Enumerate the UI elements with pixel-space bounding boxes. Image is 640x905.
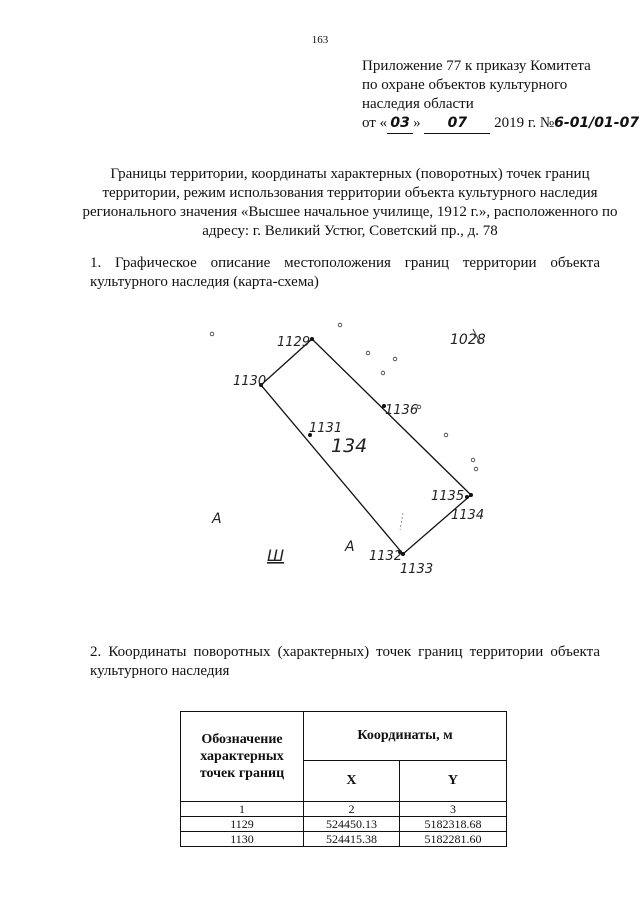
point-id: 1130	[181, 832, 304, 847]
column-number: 2	[304, 802, 400, 817]
survey-mark	[471, 458, 475, 462]
section-2-heading: 2. Координаты поворотных (характерных) точек границ территории объекта культурного наследия	[90, 644, 600, 679]
coord-y: 5182281.60	[399, 832, 506, 847]
coord-x: 524415.38	[304, 832, 400, 847]
date-prefix: от «	[362, 115, 388, 131]
table-row	[181, 832, 507, 847]
column-number: 1	[181, 802, 304, 817]
column-number: 3	[399, 802, 506, 817]
appendix-date-line	[362, 114, 640, 134]
label-1028: 1028	[450, 332, 486, 348]
label-1131: 1131	[309, 421, 343, 436]
header-coordinates: Координаты, м	[304, 712, 507, 761]
survey-mark	[366, 351, 370, 355]
boundary-map	[195, 315, 495, 585]
coordinates-table	[180, 711, 507, 847]
document-title: Границы территории, координаты характерных (поворотных) точек границ территории, режим использования территории объекта культурного наследия регионального значения «Высшее начальное училище, 1912 г.», расположенного по адресу: г. Великий Устюг, Советский пр., д. 78	[82, 166, 618, 239]
vertex-1129	[310, 337, 314, 341]
vertex-1135	[465, 495, 469, 499]
column-number-row	[181, 802, 507, 817]
date-year: 2019 г. №	[494, 115, 555, 131]
coord-x: 524450.13	[304, 817, 400, 832]
survey-mark	[393, 357, 397, 361]
table-row	[181, 817, 507, 832]
vertex-1134	[469, 493, 473, 497]
helper-line	[400, 513, 403, 530]
appendix-line-3: наследия области	[362, 96, 474, 112]
label-1130: 1130	[233, 374, 267, 389]
section-1-heading: 1. Графическое описание местоположения границ территории объекта культурного наследия (карта-схема)	[90, 255, 600, 290]
zone-label-sh: Ш	[267, 546, 285, 565]
order-number: 6-01/01-07	[554, 115, 640, 131]
survey-mark	[444, 433, 448, 437]
survey-mark	[474, 467, 478, 471]
date-mid: »	[413, 115, 421, 131]
appendix-header	[362, 57, 640, 134]
date-day: 03	[387, 114, 413, 134]
label-1135: 1135	[431, 489, 465, 504]
appendix-line-1: Приложение 77 к приказу Комитета	[362, 58, 591, 74]
point-id: 1129	[181, 817, 304, 832]
parcel-number: 134	[331, 435, 368, 457]
label-1136: 1136	[385, 403, 419, 418]
header-designation: Обозначение характерных точек границ	[181, 712, 304, 802]
label-1129: 1129	[277, 335, 311, 350]
survey-mark	[210, 332, 214, 336]
label-1132: 1132	[369, 549, 403, 564]
label-1133: 1133	[400, 562, 434, 577]
page-number: 163	[311, 34, 329, 46]
header-x: X	[304, 761, 400, 802]
label-1134: 1134	[451, 508, 485, 523]
zone-label-a-bottom: А	[345, 539, 355, 555]
zone-label-a-left: А	[212, 511, 222, 527]
date-month: 07	[424, 114, 490, 134]
appendix-line-2: по охране объектов культурного	[362, 77, 568, 93]
header-y: Y	[399, 761, 506, 802]
survey-mark	[381, 371, 385, 375]
coord-y: 5182318.68	[399, 817, 506, 832]
survey-mark	[338, 323, 342, 327]
